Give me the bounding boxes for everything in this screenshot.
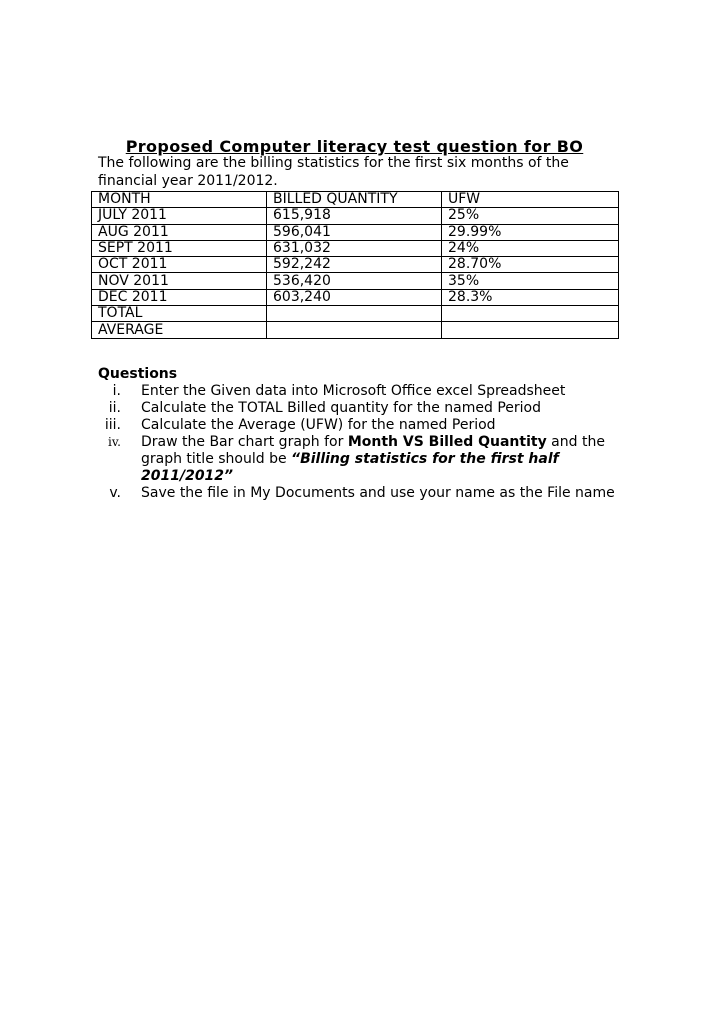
cell-billed-quantity: 631,032 <box>267 240 442 256</box>
questions-list <box>98 383 618 502</box>
cell-month: OCT 2011 <box>92 257 267 273</box>
table-row <box>92 240 619 256</box>
list-item <box>98 417 618 434</box>
table-row <box>92 273 619 289</box>
document-title: Proposed Computer literacy test question for BO <box>125 137 584 156</box>
cell-ufw: 28.3% <box>442 289 619 305</box>
cell-total-billed-quantity <box>267 306 442 322</box>
chart-axes-emphasis: Month VS Billed Quantity <box>347 434 547 450</box>
cell-month: NOV 2011 <box>92 273 267 289</box>
cell-month: AUG 2011 <box>92 224 267 240</box>
table-row <box>92 257 619 273</box>
questions-heading: Questions <box>98 366 178 382</box>
cell-ufw: 25% <box>442 208 619 224</box>
cell-average-label: AVERAGE <box>92 322 267 338</box>
cell-ufw: 24% <box>442 240 619 256</box>
chart-title-emphasis: “Billing statistics for the first half 2011/2012” <box>141 451 559 484</box>
table-row <box>92 289 619 305</box>
question-number: iv. <box>107 435 121 449</box>
cell-billed-quantity: 615,918 <box>267 208 442 224</box>
intro-paragraph <box>98 155 618 190</box>
cell-billed-quantity: 596,041 <box>267 224 442 240</box>
cell-billed-quantity: 536,420 <box>267 273 442 289</box>
question-text: Save the file in My Documents and use your name as the File name <box>141 485 615 501</box>
table-row-average <box>92 322 619 338</box>
cell-billed-quantity: 603,240 <box>267 289 442 305</box>
table-row-total <box>92 306 619 322</box>
intro-line-2: financial year 2011/2012. <box>98 172 278 189</box>
question-text <box>141 434 618 485</box>
list-item <box>98 400 618 417</box>
question-number: i. <box>112 383 121 399</box>
cell-month: SEPT 2011 <box>92 240 267 256</box>
question-text-part: and the graph title should be <box>141 434 605 467</box>
cell-ufw: 35% <box>442 273 619 289</box>
table-row <box>92 224 619 240</box>
cell-average-billed-quantity <box>267 322 442 338</box>
cell-ufw: 29.99% <box>442 224 619 240</box>
question-text: Calculate the TOTAL Billed quantity for the named Period <box>141 400 541 416</box>
cell-month: DEC 2011 <box>92 289 267 305</box>
intro-line-1: The following are the billing statistics for the first six months of the <box>98 155 569 171</box>
question-number: iii. <box>104 417 121 433</box>
cell-month: JULY 2011 <box>92 208 267 224</box>
header-ufw: UFW <box>442 192 619 208</box>
question-text-part: Draw the Bar chart graph for <box>141 434 348 450</box>
table-row <box>92 208 619 224</box>
cell-ufw: 28.70% <box>442 257 619 273</box>
cell-total-ufw <box>442 306 619 322</box>
list-item <box>98 485 618 502</box>
header-month: MONTH <box>92 192 267 208</box>
cell-average-ufw <box>442 322 619 338</box>
question-text: Enter the Given data into Microsoft Office excel Spreadsheet <box>141 383 566 399</box>
cell-total-label: TOTAL <box>92 306 267 322</box>
question-number: ii. <box>108 400 121 416</box>
billing-statistics-table <box>91 191 619 339</box>
list-item <box>98 383 618 400</box>
list-item <box>98 434 618 485</box>
question-number: v. <box>109 485 121 501</box>
table-header-row <box>92 192 619 208</box>
question-text: Calculate the Average (UFW) for the named Period <box>141 417 496 433</box>
cell-billed-quantity: 592,242 <box>267 257 442 273</box>
header-billed-quantity: BILLED QUANTITY <box>267 192 442 208</box>
